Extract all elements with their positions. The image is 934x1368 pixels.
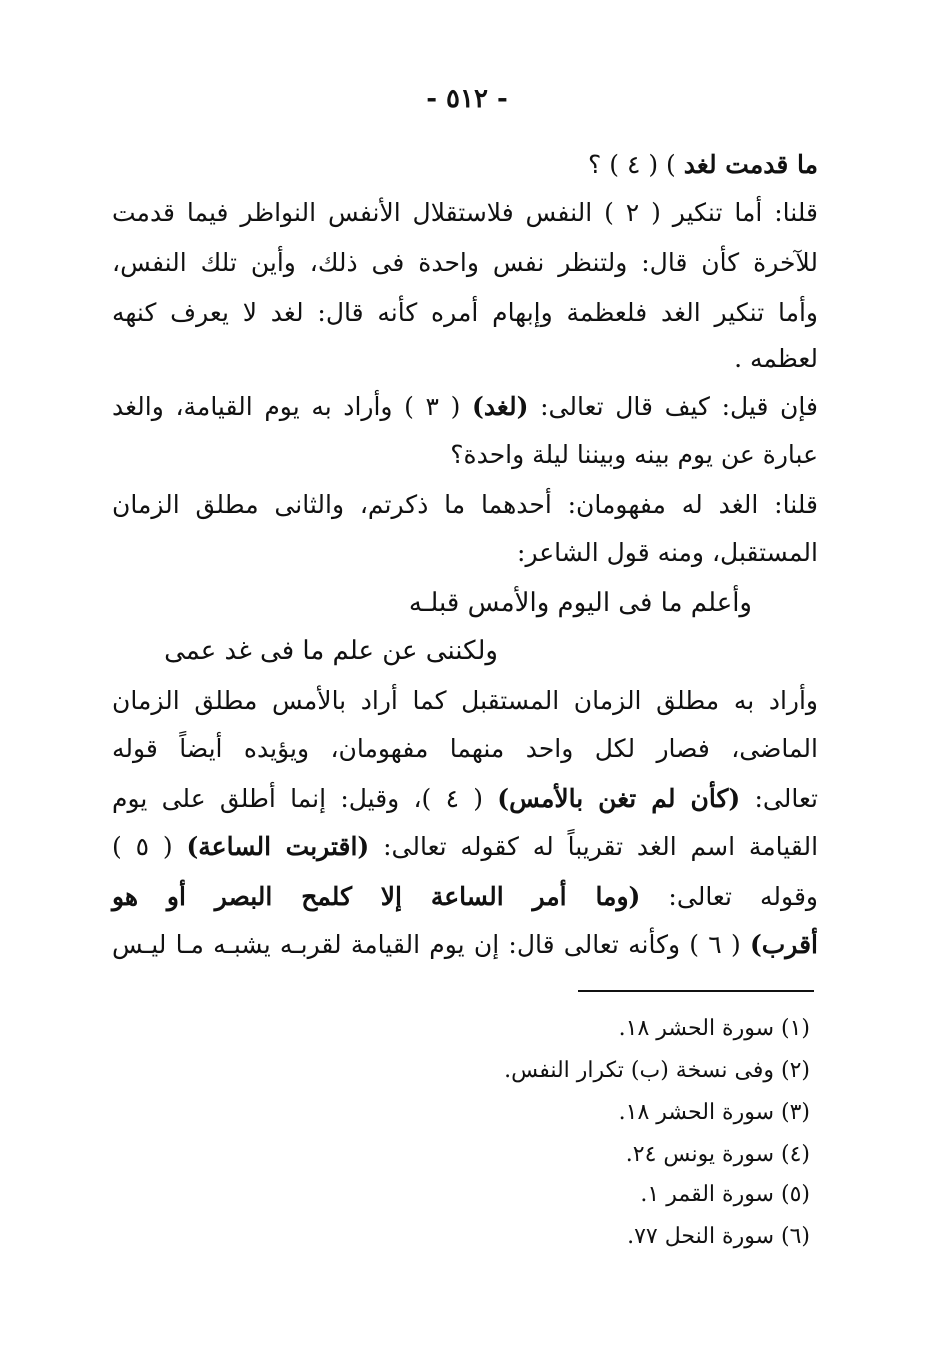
text-line-3 xyxy=(112,246,818,280)
text-span: تعالى: xyxy=(740,784,818,813)
text-line-6 xyxy=(112,390,818,424)
poem-line-1 xyxy=(409,586,752,620)
text-line-7 xyxy=(450,438,818,472)
text-line-16 xyxy=(112,880,818,914)
text-span: المستقبل، ومنه قول الشاعر: xyxy=(517,538,818,567)
text-span: ( ٤ )، وقيل: إنما أطلق على يوم xyxy=(112,784,498,813)
text-line-2 xyxy=(112,196,818,230)
footnote-4: (٤) سورة يونس ٢٤. xyxy=(625,1142,810,1167)
text-span: لعظمه . xyxy=(734,344,818,373)
footnote-3: (٣) سورة الحشر ١٨. xyxy=(618,1100,810,1125)
footnote-divider xyxy=(578,990,814,992)
footnote-1: (١) سورة الحشر ١٨. xyxy=(618,1016,810,1041)
text-span: فإن قيل: كيف قال تعالى: xyxy=(528,392,818,421)
bold-quote-span: (لغد) xyxy=(471,392,529,421)
text-line-4 xyxy=(112,296,818,330)
poem-line-2 xyxy=(164,634,498,668)
text-span: قلنا: الغد له مفهومان: أحدهما ما ذكرتم، والثانى مطلق الزمان xyxy=(112,490,818,519)
text-span: ولكننى عن علم ما فى غد عمى xyxy=(164,636,498,666)
page-number: - ٥١٢ - xyxy=(426,84,508,114)
text-line-15 xyxy=(112,830,818,864)
text-span: وأما تنكير الغد فلعظمة وإبهام أمره كأنه قال: لغد لا يعرف كنهه xyxy=(112,298,818,327)
text-line-5 xyxy=(734,342,818,376)
text-span: ( ٣ ) وأراد به يوم القيامة، والغد xyxy=(112,392,472,421)
text-line-1 xyxy=(588,148,818,182)
text-span: وأعلم ما فى اليوم والأمس قبلـه xyxy=(408,588,752,618)
bold-quote-span: (اقتربت الساعة) xyxy=(186,832,370,861)
bold-quote-span: ما قدمت لغد xyxy=(683,150,818,179)
bold-quote-span: (كأن لم تغن بالأمس) xyxy=(497,784,741,813)
text-span: عبارة عن يوم بينه وبيننا ليلة واحدة؟ xyxy=(450,440,818,469)
text-span: ( ٦ ) وكأنه تعالى قال: إن يوم القيامة لقربـه يشبـه مـا ليـس xyxy=(112,930,750,959)
text-span: ( ٥ ) xyxy=(112,832,187,861)
text-line-8 xyxy=(112,488,818,522)
text-span: الماضى، فصار لكل واحد منهما مفهومان، ويؤيده أيضاً قوله xyxy=(112,734,818,763)
text-line-17 xyxy=(112,928,818,962)
text-span: قلنا: أما تنكير ( ٢ ) النفس فلاستقلال الأنفس النواظر فيما قدمت xyxy=(112,198,819,227)
text-span: للآخرة كأن قال: ولتنظر نفس واحدة فى ذلك، وأين تلك النفس، xyxy=(112,248,818,277)
footnote-5: (٥) سورة القمر ١. xyxy=(640,1182,810,1207)
text-line-14 xyxy=(112,782,818,816)
text-span: وأراد به مطلق الزمان المستقبل كما أراد بالأمس مطلق الزمان xyxy=(112,686,818,715)
text-line-12 xyxy=(112,684,818,718)
footnote-6: (٦) سورة النحل ٧٧. xyxy=(627,1224,810,1249)
text-line-13 xyxy=(112,732,818,766)
bold-quote-span: أقرب) xyxy=(749,930,818,959)
text-span: وقوله تعالى: xyxy=(640,882,818,911)
text-span: ) ( ٤ ) ؟ xyxy=(588,150,684,179)
bold-quote-span: (وما أمر الساعة إلا كلمح البصر أو هو xyxy=(112,882,641,911)
text-line-9 xyxy=(517,536,818,570)
text-span: القيامة اسم الغد تقريباً له كقوله تعالى: xyxy=(369,832,819,861)
footnote-2: (٢) وفى نسخة (ب) تكرار النفس. xyxy=(504,1058,810,1083)
